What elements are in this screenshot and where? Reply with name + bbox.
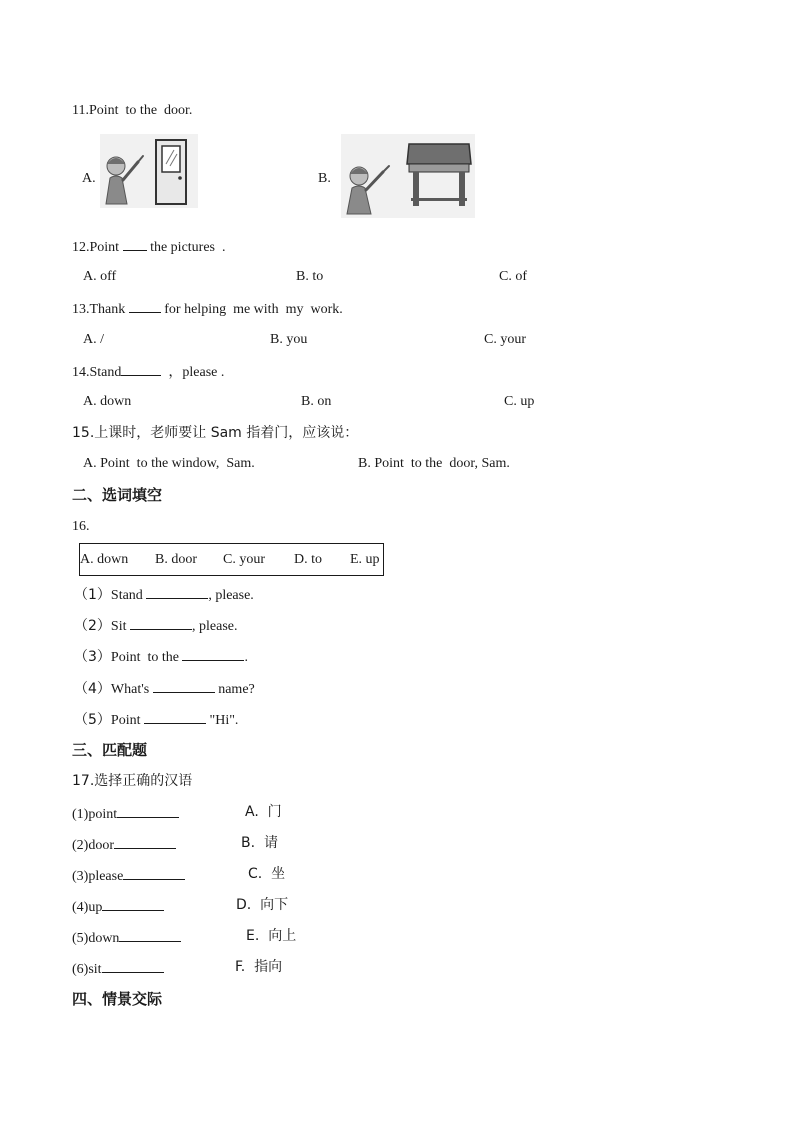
- fill-item-4: [74, 679, 255, 699]
- q13-option-c: C. your: [484, 332, 526, 347]
- match-left-1-blank[interactable]: [117, 804, 179, 818]
- fill-item-1-after: , please.: [208, 588, 254, 603]
- match-left-4: [72, 897, 164, 917]
- q15-option-b: B. Point to the door, Sam.: [358, 456, 510, 471]
- q12-option-c: C. of: [499, 269, 527, 284]
- match-right-4: D. 向下: [236, 897, 289, 913]
- match-right-1: A. 门: [245, 804, 282, 820]
- match-left-6: [72, 959, 164, 979]
- word-bank-item-e: E. up: [350, 552, 380, 567]
- q11-stem: 11.Point to the door.: [72, 103, 193, 118]
- q14-option-a: A. down: [83, 394, 132, 409]
- q13-option-b: B. you: [270, 332, 308, 347]
- match-right-5: E. 向上: [246, 928, 297, 944]
- word-bank-item-d: D. to: [294, 552, 322, 567]
- q13-stem-after: for helping me with my work.: [160, 302, 343, 317]
- match-left-2: [72, 835, 176, 855]
- fill-item-2-before: Sit: [110, 619, 130, 634]
- match-left-4-blank[interactable]: [102, 897, 164, 911]
- q11-option-b-label: B.: [318, 171, 331, 186]
- match-left-3-label: (3)please: [72, 869, 124, 884]
- word-bank-item-c: C. your: [223, 552, 265, 567]
- match-left-5-blank[interactable]: [119, 928, 181, 942]
- fill-item-4-before: What's: [110, 682, 153, 697]
- fill-item-4-num: （4）: [74, 681, 111, 697]
- q14-stem-before: 14.Stand: [72, 365, 122, 380]
- q12-stem-after: the pictures .: [146, 240, 226, 255]
- match-left-3-blank[interactable]: [123, 866, 185, 880]
- fill-item-1-blank[interactable]: [146, 585, 208, 599]
- q17-title: 17.选择正确的汉语: [72, 773, 193, 789]
- match-left-1: [72, 804, 179, 824]
- q16-number: 16.: [72, 519, 90, 534]
- section4-heading: 四、情景交际: [72, 990, 163, 1008]
- match-left-1-label: (1)point: [72, 807, 118, 822]
- q14-stem-after: ，please .: [161, 365, 225, 380]
- fill-item-2-blank[interactable]: [130, 616, 192, 630]
- q14-blank[interactable]: [121, 362, 161, 376]
- fill-item-4-after: name?: [214, 682, 255, 697]
- match-left-5: [72, 928, 181, 948]
- match-left-6-label: (6)sit: [72, 962, 102, 977]
- match-left-4-label: (4)up: [72, 900, 103, 915]
- fill-item-3-num: （3）: [74, 649, 111, 665]
- word-bank-item-b: B. door: [155, 552, 197, 567]
- match-right-3: C. 坐: [248, 866, 286, 882]
- match-left-2-blank[interactable]: [114, 835, 176, 849]
- fill-item-5-after: "Hi".: [206, 713, 239, 728]
- fill-item-1-before: Stand: [110, 588, 147, 603]
- match-left-5-label: (5)down: [72, 931, 120, 946]
- fill-item-4-blank[interactable]: [153, 679, 215, 693]
- fill-item-3-after: .: [244, 650, 248, 665]
- fill-item-1: [74, 585, 254, 605]
- section3-heading: 三、匹配题: [72, 741, 148, 759]
- q13-stem-before: 13.Thank: [72, 302, 129, 317]
- fill-item-5-blank[interactable]: [144, 710, 206, 724]
- q14-option-b: B. on: [301, 394, 332, 409]
- q15-stem: 15.上课时，老师要让 Sam 指着门，应该说：: [72, 425, 359, 441]
- fill-item-3-blank[interactable]: [182, 647, 244, 661]
- match-left-6-blank[interactable]: [102, 959, 164, 973]
- fill-item-3: [74, 647, 248, 667]
- q12-blank[interactable]: [123, 237, 147, 251]
- fill-item-5: [74, 710, 238, 730]
- q12-option-b: B. to: [296, 269, 324, 284]
- q13-stem: [72, 299, 343, 319]
- fill-item-5-num: （5）: [74, 712, 111, 728]
- fill-item-3-before: Point to the: [110, 650, 183, 665]
- fill-item-2-num: （2）: [74, 618, 111, 634]
- fill-item-2: [74, 616, 237, 636]
- fill-item-5-before: Point: [110, 713, 144, 728]
- q15-option-a: A. Point to the window, Sam.: [83, 456, 255, 471]
- q12-option-a: A. off: [83, 269, 117, 284]
- match-right-2: B. 请: [241, 835, 278, 851]
- q13-option-a: A. /: [83, 332, 104, 347]
- fill-item-2-after: , please.: [192, 619, 238, 634]
- section2-heading: 二、选词填空: [72, 486, 163, 504]
- q13-blank[interactable]: [129, 299, 161, 313]
- word-bank-item-a: A. down: [80, 552, 129, 567]
- q12-stem-before: 12.Point: [72, 240, 123, 255]
- match-right-6: F. 指向: [235, 959, 283, 975]
- fill-item-1-num: （1）: [74, 587, 111, 603]
- girl-pointing-at-desk-image: [341, 134, 475, 218]
- q11-option-a-label: A.: [82, 171, 96, 186]
- girl-pointing-at-door-image: [100, 134, 198, 208]
- q14-stem: [72, 362, 224, 382]
- match-left-3: [72, 866, 185, 886]
- q14-option-c: C. up: [504, 394, 535, 409]
- match-left-2-label: (2)door: [72, 838, 114, 853]
- q12-stem: [72, 237, 226, 257]
